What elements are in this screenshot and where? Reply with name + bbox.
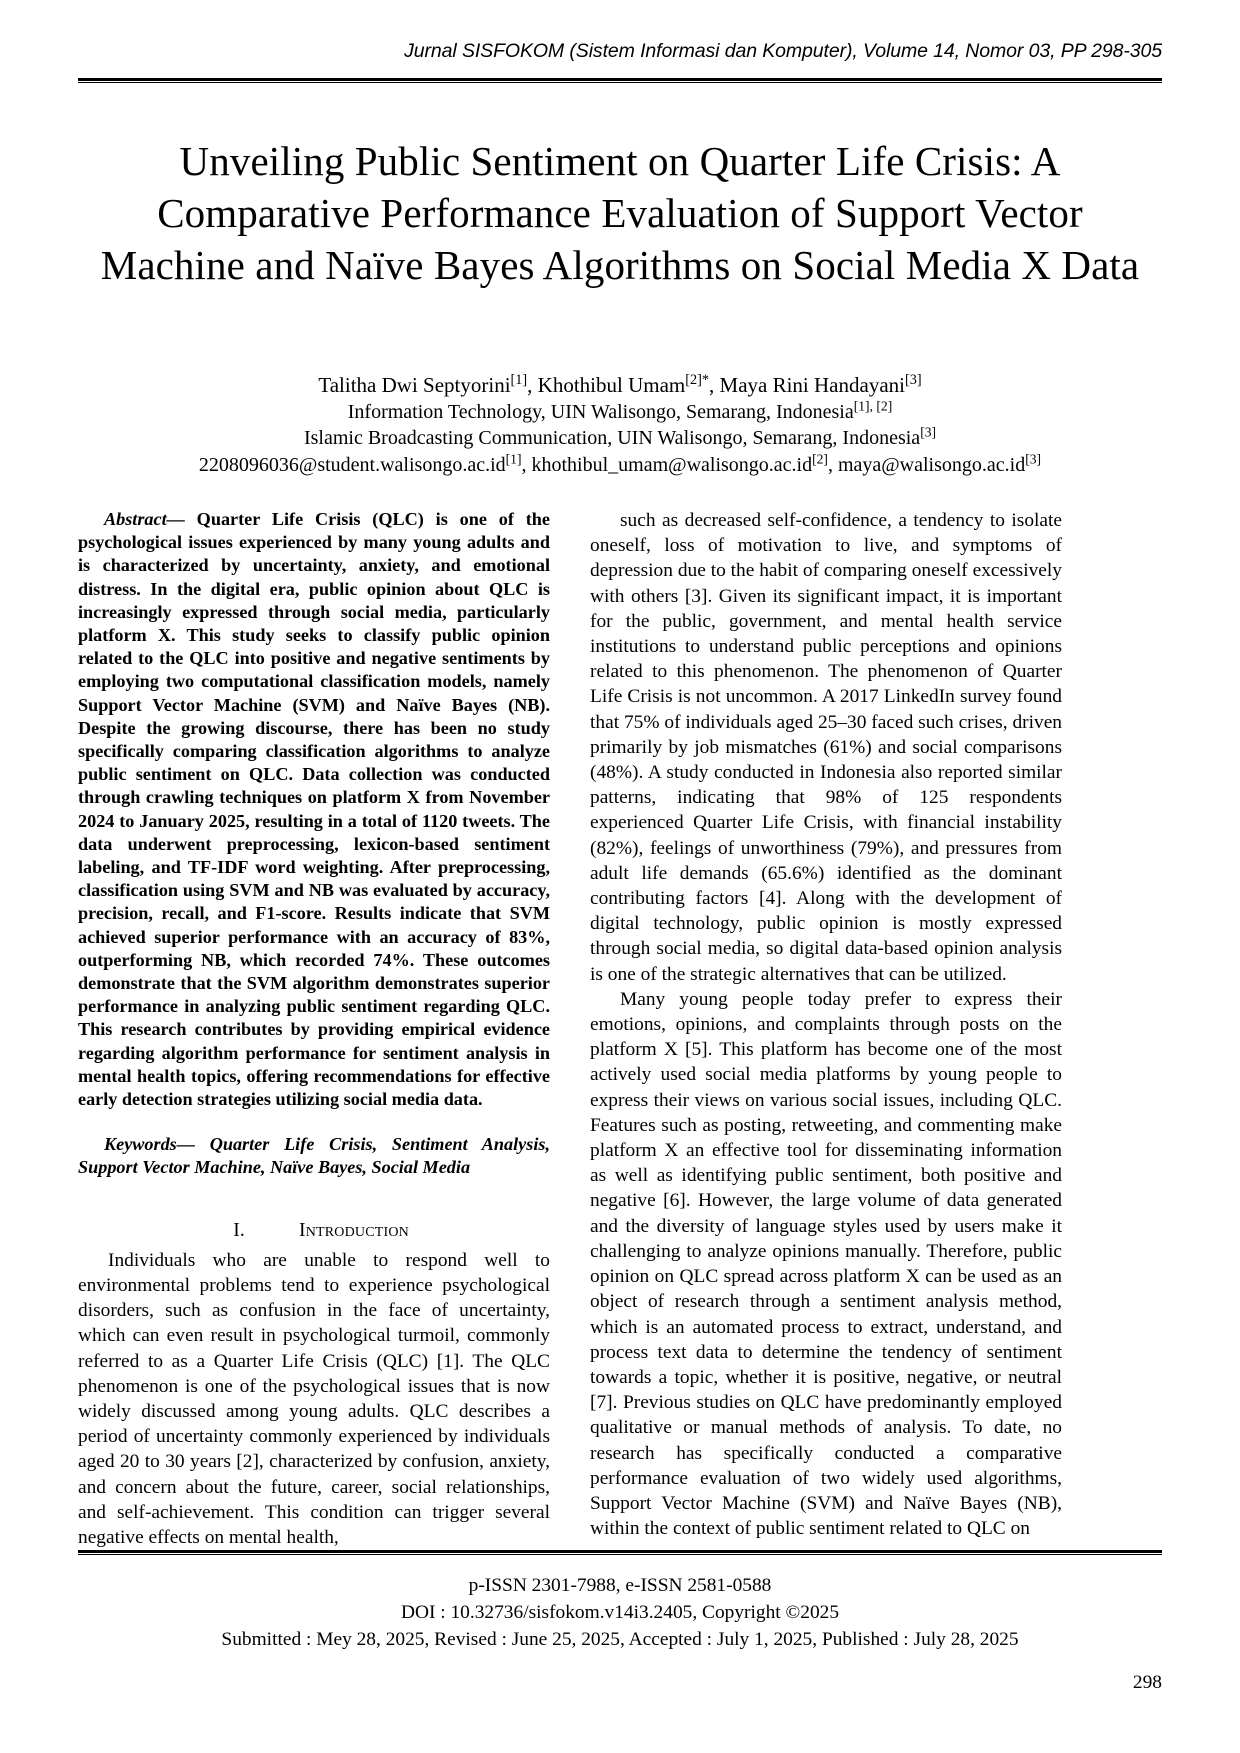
authors-block xyxy=(88,372,1152,478)
author-1-affil-marker: [1] xyxy=(510,372,528,388)
email-1[interactable]: 2208096036@student.walisongo.ac.id xyxy=(198,453,506,476)
affiliation-2 xyxy=(88,425,1152,452)
affiliation-2-marker: [3] xyxy=(920,424,937,440)
footer-doi: DOI : 10.32736/sisfokom.v14i3.2405, Copyright ©2025 xyxy=(400,1602,840,1623)
author-1-name: Talitha Dwi Septyorini xyxy=(318,373,511,397)
footer xyxy=(78,1572,1162,1653)
email-2[interactable]: khothibul_umam@walisongo.ac.id xyxy=(531,453,813,476)
email-1-marker: [1] xyxy=(505,450,522,466)
keywords-text: Quarter Life Crisis, Sentiment Analysis, Support Vector Machine, Naïve Bayes, Social Media xyxy=(78,1134,550,1178)
body-columns xyxy=(78,508,1162,1548)
running-head: Jurnal SISFOKOM (Sistem Informasi dan Komputer), Volume 14, Nomor 03, PP 298-305 xyxy=(404,40,1162,62)
email-separator-1: , xyxy=(521,453,532,476)
author-3-name: , Maya Rini Handayani xyxy=(709,373,905,397)
author-2-affil-marker: [2]* xyxy=(685,372,710,388)
author-2-name: , Khothibul Umam xyxy=(527,373,686,397)
keywords-label: Keywords— xyxy=(104,1134,195,1155)
column-left xyxy=(78,508,550,1548)
email-2-marker: [2] xyxy=(812,450,828,466)
header-rule xyxy=(78,78,1162,83)
section-heading-introduction xyxy=(78,1220,550,1242)
section-numeral: I. xyxy=(233,1219,245,1241)
abstract-label: Abstract— xyxy=(104,509,185,529)
author-3-affil-marker: [3] xyxy=(904,372,922,388)
section-title: Introduction xyxy=(299,1219,409,1241)
page-title: Unveiling Public Sentiment on Quarter Life Crisis: A Comparative Performance Evaluation of Support Vector Machine and Naïve Bayes Algorithms on Social Media X Data xyxy=(100,138,1140,289)
page-number: 298 xyxy=(1132,1672,1162,1693)
author-names xyxy=(88,372,1152,399)
footer-rule xyxy=(78,1550,1162,1555)
email-separator-2: , xyxy=(827,453,838,476)
email-3-marker: [3] xyxy=(1025,450,1042,466)
intro-paragraph-right-1: such as decreased self-confidence, a tendency to isolate oneself, loss of motivation to live, and symptoms of depression due to the habit of comparing oneself excessively with others [3]. Given its significant impact, it is important for the public, government, and mental health service institutions to understand public perceptions and opinions related to this phenomenon. The phenomenon of Quarter Life Crisis is not uncommon. A 2017 LinkedIn survey found that 75% of individuals aged 25–30 faced such crises, driven primarily by job mismatches (61%) and social comparisons (48%). A study conducted in Indonesia also reported similar patterns, indicating that 98% of 125 respondents experienced Quarter Life Crisis, with financial instability (82%), feelings of unworthiness (79%), and pressures from adult life demands (65.6%) identified as the dominant contributing factors [4]. Along with the development of digital technology, public opinion is mostly expressed through social media, so digital data-based opinion analysis is one of the strategic alternatives that can be utilized. xyxy=(590,510,1062,985)
author-emails xyxy=(88,452,1152,479)
footer-issn: p-ISSN 2301-7988, e-ISSN 2581-0588 xyxy=(468,1575,772,1596)
intro-paragraph-left-1: Individuals who are unable to respond well to environmental problems tend to experience psychological disorders, such as confusion in the face of uncertainty, which can even result in psychological turmoil, commonly referred to as a Quarter Life Crisis (QLC) [1]. The QLC phenomenon is one of the psychological issues that is now widely discussed among young adults. QLC describes a period of uncertainty commonly experienced by individuals aged 20 to 30 years [2], characterized by confusion, anxiety, and concern about the future, career, social relationships, and self-achievement. This condition can trigger several negative effects on mental health, xyxy=(78,1249,550,1548)
email-3[interactable]: maya@walisongo.ac.id xyxy=(837,453,1026,476)
intro-paragraph-right-2: Many young people today prefer to express their emotions, opinions, and complaints through posts on the platform X [5]. This platform has become one of the most actively used social media platforms by young people to express their views on various social issues, including QLC. Features such as posting, retweeting, and commenting make platform X an effective tool for disseminating information as well as identifying public sentiment, both positive and negative [6]. However, the large volume of data generated and the diversity of language styles used by users make it challenging to analyze opinions manually. Therefore, public opinion on QLC spread across platform X can be used as an object of research through a sentiment analysis method, which is an automated process to extract, understand, and process text data to determine the tendency of sentiment towards a topic, whether it is positive, negative, or neutral [7]. Previous studies on QLC have predominantly employed qualitative or manual methods of analysis. To date, no research has specifically conducted a comparative performance evaluation of two widely used algorithms, Support Vector Machine (SVM) and Naïve Bayes (NB), within the context of public sentiment related to QLC on xyxy=(590,988,1062,1540)
affiliation-1-marker: [1], [2] xyxy=(853,397,893,413)
keywords-paragraph xyxy=(78,1133,550,1179)
footer-dates: Submitted : Mey 28, 2025, Revised : June 25, 2025, Accepted : July 1, 2025, Published : July 28, 2025 xyxy=(221,1629,1019,1650)
affiliation-2-text: Islamic Broadcasting Communication, UIN Walisongo, Semarang, Indonesia xyxy=(303,427,921,449)
affiliation-1-text: Information Technology, UIN Walisongo, Semarang, Indonesia xyxy=(347,400,854,423)
column-right xyxy=(590,508,1062,1540)
affiliation-1 xyxy=(88,399,1152,426)
abstract-paragraph xyxy=(78,508,550,1111)
abstract-text: Quarter Life Crisis (QLC) is one of the psychological issues experienced by many young adults and is characterized by uncertainty, anxiety, and emotional distress. In the digital era, public opinion about QLC is increasingly expressed through social media, particularly platform X. This study seeks to classify public opinion related to the QLC into positive and negative sentiments by employing two computational classification models, namely Support Vector Machine (SVM) and Naïve Bayes (NB). Despite the growing discourse, there has been no study specifically comparing classification algorithms to analyze public sentiment on QLC. Data collection was conducted through crawling techniques on platform X from November 2024 to January 2025, resulting in a total of 1120 tweets. The data underwent preprocessing, lexicon-based sentiment labeling, and TF-IDF word weighting. After preprocessing, classification using SVM and NB was evaluated by accuracy, precision, recall, and F1-score. Results indicate that SVM achieved superior performance with an accuracy of 83%, outperforming NB, which recorded 74%. These outcomes demonstrate that the SVM algorithm demonstrates superior performance in analyzing public sentiment regarding QLC. This research contributes by providing empirical evidence regarding algorithm performance for sentiment analysis in mental health topics, offering recommendations for effective early detection strategies utilizing social media data. xyxy=(78,509,550,1110)
